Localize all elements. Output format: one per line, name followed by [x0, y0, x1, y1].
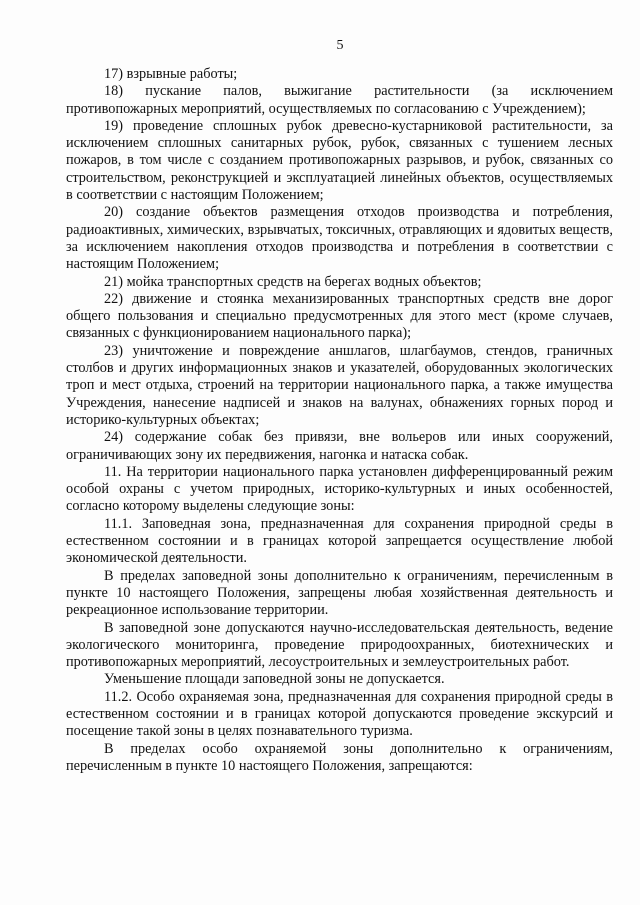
item-23-paragraph: 23) уничтожение и повреждение аншлагов, шлагбаумов, стендов, граничных столбов и других информационных знаков и указателей, оборудованных экологических троп и мест отдыха, строений на территории национального парка, а также имущества Учреждения, нанесение надписей и знаков на валунах, обнажениях горных пород и историко-культурных объектах; — [66, 342, 613, 428]
reserve-zone-area-paragraph: Уменьшение площади заповедной зоны не допускается. — [104, 671, 445, 688]
reserve-zone-permitted-paragraph: В заповедной зоне допускаются научно-исследовательская деятельность, ведение экологического мониторинга, проведение природоохранных, биотехнических и противопожарных мероприятий, лесоустроительных и землеустроительных работ. — [66, 619, 613, 671]
item-17-paragraph: 17) взрывные работы; — [104, 66, 238, 82]
section-11-1-paragraph: 11.1. Заповедная зона, предназначенная для сохранения природной среды в естественном состоянии и в границах которой запрещается осуществление любой экономической деятельности. — [66, 515, 613, 567]
item-19-paragraph: 19) проведение сплошных рубок древесно-кустарниковой растительности, за исключением сплошных санитарных рубок, рубок, связанных с тушением лесных пожаров, в том числе с созданием противопожарных разрывов, и рубок, связанных со строительством, реконструкцией и эксплуатацией линейных объектов, осуществляемых в соответствии с настоящим Положением; — [66, 117, 613, 204]
reserve-zone-restrictions-paragraph: В пределах заповедной зоны дополнительно к ограничениям, перечисленным в пункте 10 настоящего Положения, запрещены любая хозяйственная деятельность и рекреационное использование территории. — [66, 567, 613, 619]
document-body — [66, 66, 613, 775]
item-21-paragraph: 21) мойка транспортных средств на берегах водных объектов; — [104, 273, 482, 290]
protected-zone-restrictions-paragraph: В пределах особо охраняемой зоны дополнительно к ограничениям, перечисленным в пункте 10 настоящего Положения, запрещаются: — [66, 740, 613, 774]
item-18-paragraph: 18) пускание палов, выжигание растительности (за исключением противопожарных мероприятий, осуществляемых по согласованию с Учреждением); — [66, 83, 613, 117]
item-22-paragraph: 22) движение и стоянка механизированных транспортных средств вне дорог общего пользования и специально предусмотренных для этого мест (кроме случаев, связанных с функционированием национального парка); — [66, 290, 613, 342]
page-number: 5 — [336, 38, 344, 53]
section-11-paragraph: 11. На территории национального парка установлен дифференцированный режим особой охраны с учетом природных, историко-культурных и иных особенностей, согласно которому выделены следующие зоны: — [66, 463, 613, 515]
item-20-paragraph: 20) создание объектов размещения отходов производства и потребления, радиоактивных, химических, взрывчатых, токсичных, отравляющих и ядовитых веществ, за исключением накопления отходов производства и потребления в соответствии с настоящим Положением; — [66, 204, 613, 273]
item-24-paragraph: 24) содержание собак без привязи, вне вольеров или иных сооружений, ограничивающих зону их передвижения, нагонка и натаска собак. — [66, 429, 613, 463]
section-11-2-paragraph: 11.2. Особо охраняемая зона, предназначенная для сохранения природной среды в естественном состоянии и в границах которой допускаются проведение экскурсий и посещение такой зоны в целях познавательного туризма. — [66, 688, 613, 740]
